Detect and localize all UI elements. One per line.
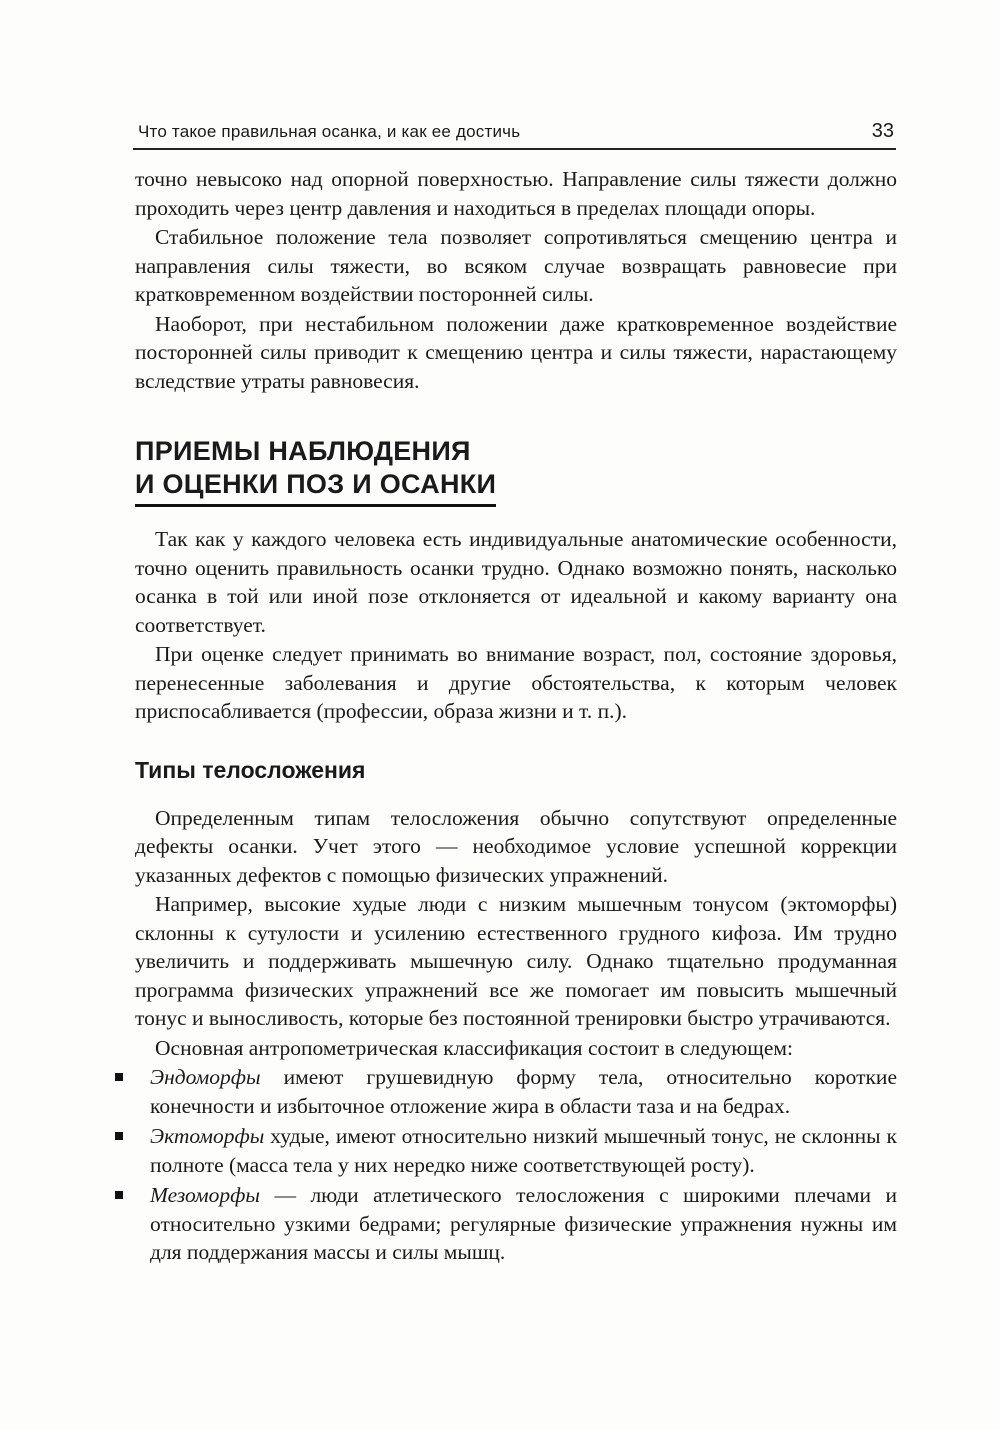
page-content <box>135 165 897 1269</box>
list-item-mesomorphs <box>113 1181 897 1267</box>
list-item-endomorphs <box>113 1063 897 1120</box>
running-header <box>133 118 896 150</box>
subsection-paragraph-3: Основная антропометрическая классификация состоит в следующем: <box>155 1035 793 1060</box>
subsection-paragraph-2: Например, высокие худые люди с низким мышечным тонусом (эктоморфы) склонны к сутулости и усилению естественного грудного кифоза. Им трудно увеличить и поддерживать мышечную силу. Однако тщательно продуманная программа физических упражнений все же помогает им повысить мышечный тонус и выносливость, которые без постоянной тренировки быстро утрачиваются. <box>135 892 897 1030</box>
list-item-text: имеют грушевидную форму тела, относительно короткие конечности и избыточное отложение жира в области таза и на бедрах. <box>150 1065 897 1118</box>
intro-paragraph-2: Стабильное положение тела позволяет сопротивляться смещению центра и направления силы тяжести, во всяком случае возвращать равновесие при кратковременном воздействии посторонней силы. <box>135 225 897 306</box>
section-heading-line-1: ПРИЕМЫ НАБЛЮДЕНИЯ <box>135 436 471 466</box>
list-item-term: Эндоморфы <box>150 1065 261 1089</box>
subsection-paragraph-1: Определенным типам телосложения обычно сопутствуют определенные дефекты осанки. Учет этого — необходимое условие успешной коррекции указанных дефектов с помощью физических упражнений. <box>135 805 897 887</box>
intro-paragraph-3: Наоборот, при нестабильном положении даже кратковременное воздействие посторонней силы приводит к смещению центра и силы тяжести, нарастающему вследствие утраты равновесия. <box>135 311 897 393</box>
list-item-term: Эктоморфы <box>150 1124 265 1148</box>
square-bullet-icon <box>115 1132 123 1140</box>
list-item-text: худые, имеют относительно низкий мышечный тонус, не склонны к полноте (масса тела у них нередко ниже соответствующей росту). <box>150 1124 897 1177</box>
running-title: Что такое правильная осанка, и как ее достичь <box>138 122 521 141</box>
subsection-heading: Типы телосложения <box>135 756 366 783</box>
list-item-text: — люди атлетического телосложения с широкими плечами и относительно узкими бедрами; регулярные физические упражнения нужны им для поддержания массы и силы мышц. <box>150 1183 897 1264</box>
section-paragraph-2: При оценке следует принимать во внимание возраст, пол, состояние здоровья, перенесенные заболевания и другие обстоятельства, к которым человек приспосабливается (профессии, образа жизни и т. п.). <box>135 642 897 723</box>
section-heading <box>135 435 496 507</box>
square-bullet-icon <box>115 1191 123 1199</box>
square-bullet-icon <box>115 1073 123 1081</box>
page-number: 33 <box>871 120 894 142</box>
intro-paragraph-1: точно невысоко над опорной поверхностью. Направление силы тяжести должно проходить через центр давления и находиться в пределах площади опоры. <box>135 167 897 220</box>
section-paragraph-1: Так как у каждого человека есть индивидуальные анатомические особенности, точно оценить правильность осанки трудно. Однако возможно понять, насколько осанка в той или иной позе отклоняется от идеальной и какому варианту она соответствует. <box>135 527 897 637</box>
section-heading-line-2: И ОЦЕНКИ ПОЗ И ОСАНКИ <box>135 469 497 499</box>
body-type-list <box>113 1063 897 1267</box>
list-item-term: Мезоморфы <box>150 1183 260 1207</box>
list-item-ectomorphs <box>113 1122 897 1179</box>
